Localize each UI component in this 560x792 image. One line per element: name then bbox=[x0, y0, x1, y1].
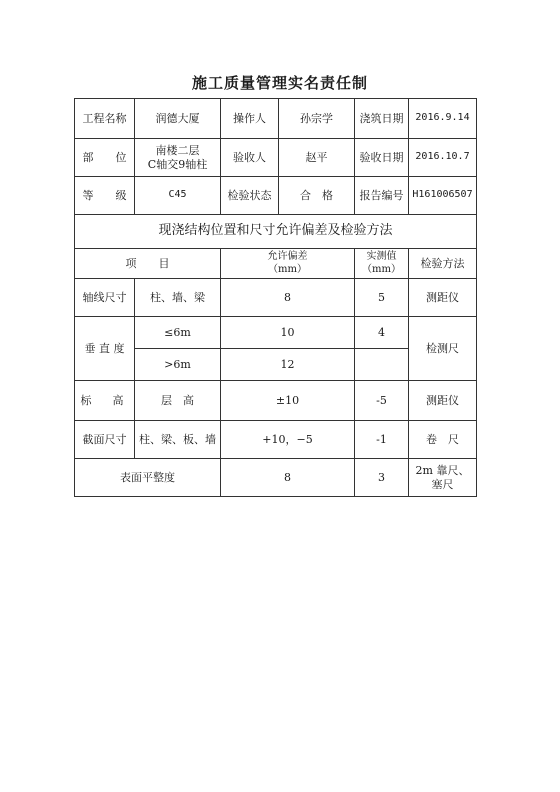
header-tolerance-line-2: （mm） bbox=[268, 263, 307, 275]
grade-value: C45 bbox=[135, 177, 221, 215]
elevation-method: 测距仪 bbox=[409, 381, 477, 421]
project-name-label: 工程名称 bbox=[75, 99, 135, 139]
axis-tolerance: 8 bbox=[221, 279, 355, 317]
pour-date-value: 2016.9.14 bbox=[409, 99, 477, 139]
axis-sub: 柱、墙、梁 bbox=[135, 279, 221, 317]
vertical-sub-2: >6m bbox=[135, 349, 221, 381]
section-size-sub: 柱、梁、板、墙 bbox=[135, 421, 221, 459]
inspection-status-value: 合 格 bbox=[279, 177, 355, 215]
operator-label: 操作人 bbox=[221, 99, 279, 139]
axis-method: 测距仪 bbox=[409, 279, 477, 317]
elevation-measured: -5 bbox=[355, 381, 409, 421]
row-elevation bbox=[75, 381, 477, 421]
vertical-sub-1: ≤6m bbox=[135, 317, 221, 349]
flatness-tolerance: 8 bbox=[221, 459, 355, 497]
project-name-value: 润德大厦 bbox=[135, 99, 221, 139]
vertical-tolerance-2: 12 bbox=[221, 349, 355, 381]
header-item: 项 目 bbox=[75, 249, 221, 279]
header-tolerance bbox=[221, 249, 355, 279]
header-method: 检验方法 bbox=[409, 249, 477, 279]
page-title: 施工质量管理实名责任制 bbox=[191, 74, 368, 92]
location-line-2: C轴交9轴柱 bbox=[147, 157, 208, 171]
header-measured bbox=[355, 249, 409, 279]
header-measured-line-2: （mm） bbox=[362, 263, 401, 275]
flatness-measured: 3 bbox=[355, 459, 409, 497]
info-row-grade bbox=[75, 177, 477, 215]
section-size-label: 截面尺寸 bbox=[75, 421, 135, 459]
report-number-label: 报告编号 bbox=[355, 177, 409, 215]
elevation-sub: 层 高 bbox=[135, 381, 221, 421]
info-row-project bbox=[75, 99, 477, 139]
flatness-label: 表面平整度 bbox=[75, 459, 221, 497]
location-label: 部 位 bbox=[75, 139, 135, 177]
acceptor-value: 赵平 bbox=[279, 139, 355, 177]
acceptance-date-value: 2016.10.7 bbox=[409, 139, 477, 177]
header-tolerance-line-1: 允许偏差 bbox=[267, 251, 308, 262]
elevation-tolerance: ±10 bbox=[221, 381, 355, 421]
axis-measured: 5 bbox=[355, 279, 409, 317]
operator-value: 孙宗学 bbox=[279, 99, 355, 139]
info-row-location bbox=[75, 139, 477, 177]
axis-label: 轴线尺寸 bbox=[75, 279, 135, 317]
header-row bbox=[75, 249, 477, 279]
vertical-measured-2 bbox=[355, 349, 409, 381]
vertical-measured-1: 4 bbox=[355, 317, 409, 349]
pour-date-label: 浇筑日期 bbox=[355, 99, 409, 139]
vertical-label: 垂 直 度 bbox=[75, 317, 135, 381]
location-line-1: 南楼二层 bbox=[155, 143, 200, 157]
elevation-label: 标 高 bbox=[75, 381, 135, 421]
location-value bbox=[135, 139, 221, 177]
flatness-method: 2m 靠尺、塞尺 bbox=[409, 459, 477, 497]
row-flatness bbox=[75, 459, 477, 497]
acceptance-date-label: 验收日期 bbox=[355, 139, 409, 177]
row-axis bbox=[75, 279, 477, 317]
inspection-status-label: 检验状态 bbox=[221, 177, 279, 215]
vertical-method: 检测尺 bbox=[409, 317, 477, 381]
grade-label: 等 级 bbox=[75, 177, 135, 215]
section-size-measured: -1 bbox=[355, 421, 409, 459]
section-title: 现浇结构位置和尺寸允许偏差及检验方法 bbox=[75, 215, 477, 249]
quality-table bbox=[74, 98, 477, 497]
vertical-tolerance-1: 10 bbox=[221, 317, 355, 349]
row-section-size bbox=[75, 421, 477, 459]
row-vertical-1 bbox=[75, 317, 477, 349]
acceptor-label: 验收人 bbox=[221, 139, 279, 177]
section-title-row bbox=[75, 215, 477, 249]
section-size-method: 卷 尺 bbox=[409, 421, 477, 459]
report-number-value: H161006507 bbox=[409, 177, 477, 215]
header-measured-line-1: 实测值 bbox=[366, 251, 397, 262]
section-size-tolerance: +10，−5 bbox=[221, 421, 355, 459]
